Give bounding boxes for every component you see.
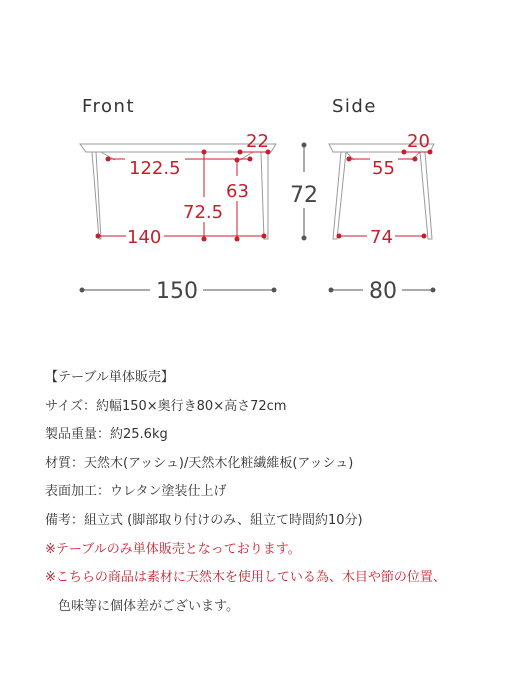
spec-remarks: 備考：組立式 (脚部取り付けのみ、組立て時間約10分) <box>45 512 363 528</box>
overall-width-label: 150 <box>156 279 198 304</box>
front-inner-height-label: 63 <box>226 181 249 202</box>
spec-finish: 表面加工：ウレタン塗装仕上げ <box>45 484 227 500</box>
front-view-label: Front <box>82 96 136 117</box>
height-label: 72 <box>290 183 318 208</box>
side-inner-top-label: 55 <box>372 158 395 179</box>
product-specs <box>45 364 446 621</box>
note-table-only: ※テーブルのみ単体販売となっております。 <box>45 541 301 557</box>
front-leg-span-label: 140 <box>127 227 162 248</box>
side-leg-span-label: 74 <box>370 227 393 248</box>
overall-depth-label: 80 <box>369 279 397 304</box>
side-view-label: Side <box>332 96 377 117</box>
specs-heading: 【テーブル単体販売】 <box>45 370 174 385</box>
note-natural-wood-cont: 色味等に個体差がございます。 <box>58 598 239 614</box>
front-leg-height-label: 72.5 <box>183 202 224 223</box>
spec-weight: 製品重量：約25.6kg <box>45 427 168 443</box>
front-overhang-label: 22 <box>246 131 269 152</box>
note-natural-wood: ※こちらの商品は素材に天然木を使用している為、木目や節の位置、 <box>45 570 446 586</box>
side-overhang-label: 20 <box>407 131 430 152</box>
spec-size: サイズ：約幅150×奥行き80×高さ72cm <box>45 398 287 414</box>
front-inner-top-label: 122.5 <box>129 158 181 179</box>
spec-material: 材質：天然木(アッシュ)/天然木化粧繊維板(アッシュ) <box>45 455 354 471</box>
